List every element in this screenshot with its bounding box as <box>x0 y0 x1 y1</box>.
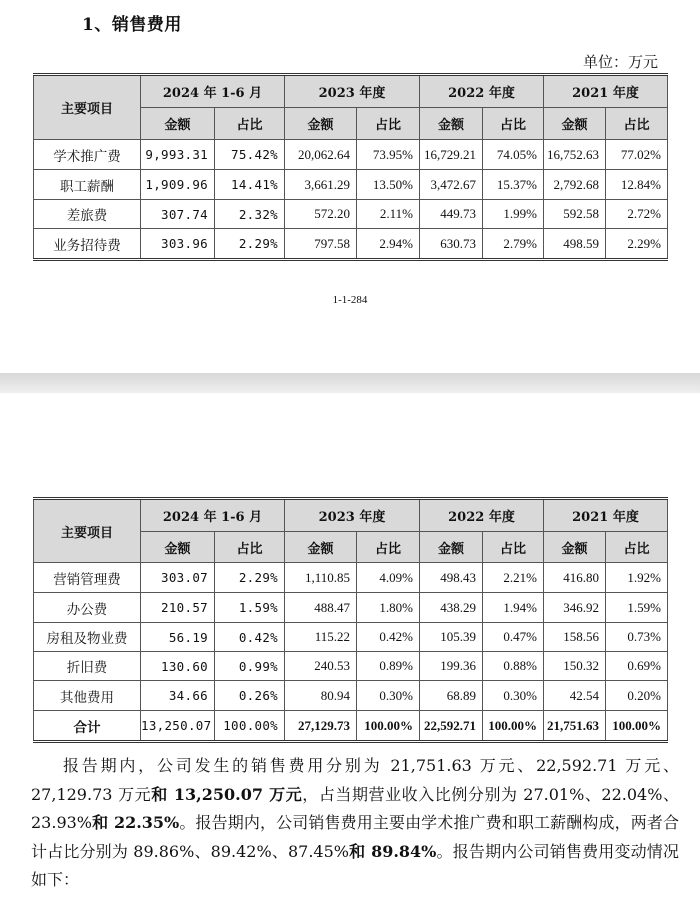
amount-cell: 20,062.64 <box>285 140 357 170</box>
ratio-cell: 0.42% <box>215 623 285 652</box>
header-period: 2022 年度 <box>420 499 544 532</box>
unit-label: 单位：万元 <box>582 53 658 71</box>
amount-cell: 1,909.96 <box>141 170 215 200</box>
amount-cell: 16,752.63 <box>544 140 606 170</box>
header-amount: 金额 <box>544 108 606 140</box>
amount-cell: 34.66 <box>141 681 215 711</box>
ratio-cell: 2.32% <box>215 200 285 229</box>
amount-cell: 150.32 <box>544 652 606 681</box>
amount-cell: 9,993.31 <box>141 140 215 170</box>
row-label: 差旅费 <box>34 200 141 229</box>
header-ratio: 占比 <box>357 532 420 563</box>
ratio-cell: 73.95% <box>357 140 420 170</box>
ratio-cell: 13.50% <box>357 170 420 200</box>
ratio-cell: 100.00% <box>606 711 668 742</box>
amount-cell: 240.53 <box>285 652 357 681</box>
row-label: 业务招待费 <box>34 229 141 260</box>
para-text: 报告期内，公司发生的销售费用分别为 21,751.63 万元、22,592.71 万元、27,129.73 万元 <box>31 756 679 804</box>
header-period: 2023 年度 <box>285 499 420 532</box>
amount-cell: 2,792.68 <box>544 170 606 200</box>
header-item: 主要项目 <box>34 499 141 563</box>
amount-cell: 115.22 <box>285 623 357 652</box>
amount-cell: 630.73 <box>420 229 483 260</box>
header-amount: 金额 <box>285 108 357 140</box>
header-period: 2022 年度 <box>420 75 544 108</box>
ratio-cell: 2.11% <box>357 200 420 229</box>
header-ratio: 占比 <box>357 108 420 140</box>
header-amount: 金额 <box>420 108 483 140</box>
table-row <box>34 563 668 593</box>
header-amount: 金额 <box>141 532 215 563</box>
para-text-bold: 和 13,250.07 万元 <box>151 784 303 804</box>
header-period: 2021 年度 <box>544 499 668 532</box>
table-row <box>34 652 668 681</box>
header-period: 2023 年度 <box>285 75 420 108</box>
ratio-cell: 1.94% <box>483 593 544 623</box>
row-label: 营销管理费 <box>34 563 141 593</box>
amount-cell: 303.07 <box>141 563 215 593</box>
row-label: 办公费 <box>34 593 141 623</box>
amount-cell: 22,592.71 <box>420 711 483 742</box>
header-ratio: 占比 <box>483 108 544 140</box>
amount-cell: 16,729.21 <box>420 140 483 170</box>
sales-expense-table-part1 <box>33 73 668 261</box>
ratio-cell: 1.59% <box>606 593 668 623</box>
table-row <box>34 593 668 623</box>
header-ratio: 占比 <box>483 532 544 563</box>
ratio-cell: 0.99% <box>215 652 285 681</box>
ratio-cell: 2.79% <box>483 229 544 260</box>
ratio-cell: 74.05% <box>483 140 544 170</box>
header-ratio: 占比 <box>606 532 668 563</box>
total-row <box>34 711 668 742</box>
ratio-cell: 0.47% <box>483 623 544 652</box>
amount-cell: 438.29 <box>420 593 483 623</box>
row-label: 折旧费 <box>34 652 141 681</box>
ratio-cell: 0.73% <box>606 623 668 652</box>
amount-cell: 498.43 <box>420 563 483 593</box>
table-row <box>34 140 668 170</box>
table-row <box>34 200 668 229</box>
amount-cell: 105.39 <box>420 623 483 652</box>
header-amount: 金额 <box>285 532 357 563</box>
header-amount: 金额 <box>141 108 215 140</box>
header-ratio: 占比 <box>215 532 285 563</box>
para-text: 。报告期内公司销售费用变动情况如下： <box>31 841 679 889</box>
amount-cell: 416.80 <box>544 563 606 593</box>
ratio-cell: 1.99% <box>483 200 544 229</box>
amount-cell: 80.94 <box>285 681 357 711</box>
amount-cell: 797.58 <box>285 229 357 260</box>
ratio-cell: 2.29% <box>215 563 285 593</box>
table-row <box>34 623 668 652</box>
header-amount: 金额 <box>420 532 483 563</box>
amount-cell: 42.54 <box>544 681 606 711</box>
amount-cell: 210.57 <box>141 593 215 623</box>
header-period: 2024 年 1-6 月 <box>141 75 285 108</box>
amount-cell: 488.47 <box>285 593 357 623</box>
row-label: 合计 <box>34 711 141 742</box>
ratio-cell: 14.41% <box>215 170 285 200</box>
ratio-cell: 0.88% <box>483 652 544 681</box>
amount-cell: 498.59 <box>544 229 606 260</box>
section-heading: 1、销售费用 <box>82 15 182 35</box>
header-item: 主要项目 <box>34 75 141 140</box>
ratio-cell: 0.42% <box>357 623 420 652</box>
row-label: 职工薪酬 <box>34 170 141 200</box>
amount-cell: 158.56 <box>544 623 606 652</box>
ratio-cell: 0.89% <box>357 652 420 681</box>
header-amount: 金额 <box>544 532 606 563</box>
ratio-cell: 100.00% <box>357 711 420 742</box>
row-label: 房租及物业费 <box>34 623 141 652</box>
amount-cell: 13,250.07 <box>141 711 215 742</box>
amount-cell: 3,472.67 <box>420 170 483 200</box>
page-number: 1-1-284 <box>332 294 368 306</box>
ratio-cell: 0.30% <box>483 681 544 711</box>
ratio-cell: 2.21% <box>483 563 544 593</box>
ratio-cell: 0.26% <box>215 681 285 711</box>
ratio-cell: 0.69% <box>606 652 668 681</box>
para-text-bold: 和 89.84% <box>349 841 437 861</box>
amount-cell: 449.73 <box>420 200 483 229</box>
ratio-cell: 0.30% <box>357 681 420 711</box>
amount-cell: 303.96 <box>141 229 215 260</box>
amount-cell: 68.89 <box>420 681 483 711</box>
ratio-cell: 2.29% <box>215 229 285 260</box>
ratio-cell: 100.00% <box>483 711 544 742</box>
table-row <box>34 170 668 200</box>
header-ratio: 占比 <box>215 108 285 140</box>
amount-cell: 346.92 <box>544 593 606 623</box>
para-text: ，占当期营业收入比例分别为 27.01%、22.04%、23.93% <box>31 784 679 832</box>
amount-cell: 307.74 <box>141 200 215 229</box>
amount-cell: 572.20 <box>285 200 357 229</box>
amount-cell: 3,661.29 <box>285 170 357 200</box>
ratio-cell: 4.09% <box>357 563 420 593</box>
row-label: 学术推广费 <box>34 140 141 170</box>
header-ratio: 占比 <box>606 108 668 140</box>
amount-cell: 130.60 <box>141 652 215 681</box>
ratio-cell: 0.20% <box>606 681 668 711</box>
ratio-cell: 75.42% <box>215 140 285 170</box>
amount-cell: 27,129.73 <box>285 711 357 742</box>
amount-cell: 21,751.63 <box>544 711 606 742</box>
header-period: 2024 年 1-6 月 <box>141 499 285 532</box>
header-period: 2021 年度 <box>544 75 668 108</box>
amount-cell: 56.19 <box>141 623 215 652</box>
row-label: 其他费用 <box>34 681 141 711</box>
ratio-cell: 2.72% <box>606 200 668 229</box>
amount-cell: 1,110.85 <box>285 563 357 593</box>
ratio-cell: 15.37% <box>483 170 544 200</box>
ratio-cell: 1.80% <box>357 593 420 623</box>
amount-cell: 592.58 <box>544 200 606 229</box>
ratio-cell: 2.94% <box>357 229 420 260</box>
ratio-cell: 1.59% <box>215 593 285 623</box>
ratio-cell: 1.92% <box>606 563 668 593</box>
para-text: 。报告期内，公司销售费用主要由学术推广费和职工薪酬构成，两者合计占比分别为 89.86%、89.42%、87.45% <box>31 813 679 861</box>
table-row <box>34 681 668 711</box>
sales-expense-table-part2 <box>33 497 668 743</box>
ratio-cell: 12.84% <box>606 170 668 200</box>
ratio-cell: 100.00% <box>215 711 285 742</box>
page-break <box>0 373 700 393</box>
table-row <box>34 229 668 260</box>
ratio-cell: 77.02% <box>606 140 668 170</box>
para-text-bold: 和 22.35% <box>92 813 180 832</box>
summary-paragraph <box>31 752 679 895</box>
amount-cell: 199.36 <box>420 652 483 681</box>
ratio-cell: 2.29% <box>606 229 668 260</box>
